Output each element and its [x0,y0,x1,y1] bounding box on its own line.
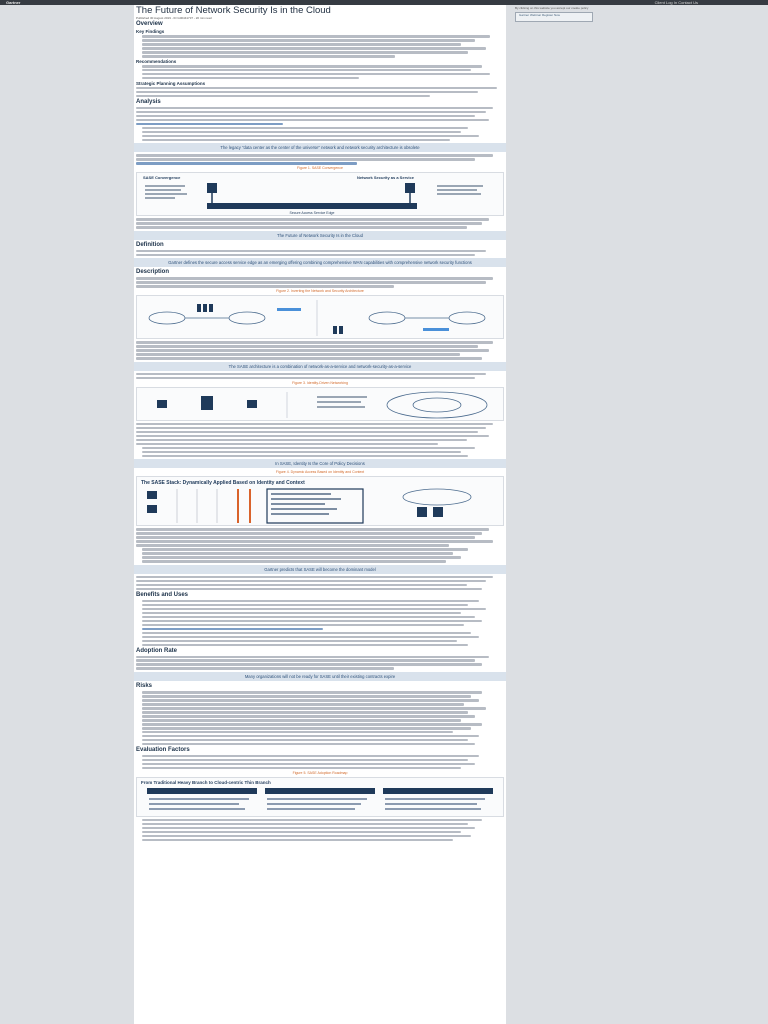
sase-stack-diagram [137,477,503,526]
bullet-list [142,819,504,842]
callout-box: The SASE architecture is a combination of network-as-a-service and network-security-as-a-service [134,362,506,371]
section-heading: Adoption Rate [136,647,177,654]
figure-sase-convergence [136,172,504,216]
paragraph [142,35,504,58]
f1-bottom-label: Secure Access Service Edge [289,211,335,216]
bullet-list [142,548,504,563]
figure-caption: Figure 2. Inverting the Network and Security Architecture [276,289,364,294]
section-heading: Key Findings [136,29,165,34]
document-meta: Published 30 August 2019 - ID G00441737 - 20 min read [136,16,212,20]
bullet-list [142,127,504,142]
paragraph [136,154,504,165]
callout-box: The legacy "data center as the center of the universe" network and network security architecture is obsolete [134,143,506,152]
paragraph [136,656,504,671]
section-heading: Definition [136,241,164,248]
f1-mid-label: Network Security as a Service [357,175,414,181]
sase-convergence-diagram [137,173,503,216]
paragraph [136,341,504,360]
paragraph [136,250,504,257]
bullet-list [142,755,504,770]
section-heading: Recommendations [136,58,177,64]
client-login-link[interactable]: Client Log In Contact Us [654,0,698,5]
paragraph [142,65,504,80]
section-heading: Overview [136,21,163,27]
callout-box: Gartner predicts that SASE will become the dominant model [134,565,506,574]
identity-networking-diagram [137,388,503,421]
sidebar-promo-text: Gartner Webinar Register Now [519,13,560,17]
paragraph [136,528,504,547]
document-page [134,5,506,1024]
figure-caption: Figure 4. Dynamic Access Based on Identity and Context [275,470,365,475]
section-heading: Benefits and Uses [136,591,189,598]
paragraph [136,87,504,98]
network-architecture-diagram [137,296,503,339]
document-title: The Future of Network Security Is in the Cloud [136,5,331,16]
bullet-list [142,691,504,745]
section-heading: Description [136,269,170,276]
figure-caption: Figure 5. SASE Adoption Roadmap [292,770,348,775]
figure-network-architecture [136,295,504,339]
callout-box: The Future of Network Security Is in the Cloud [134,231,506,240]
f4-title: The SASE Stack: Dynamically Applied Based on Identity and Context [141,480,305,487]
callout-box: Many organizations will not be ready for SASE until their existing contracts expire [134,672,506,681]
sidebar-notice: By clicking on this website you accept our cookie policy [515,6,589,10]
section-heading: Risks [136,683,153,690]
figure-identity-networking [136,387,504,421]
sidebar [515,6,685,24]
figure-adoption-roadmap [136,777,504,817]
paragraph [136,218,504,229]
paragraph [136,277,504,288]
section-heading: Strategic Planning Assumptions [136,80,206,86]
paragraph [136,373,504,380]
brand-logo[interactable]: Gartner [6,0,21,5]
figure-caption: Figure 1. SASE Convergence [297,166,343,171]
f5-title: From Traditional Heavy Branch to Cloud-centric Thin Branch [141,779,271,785]
section-heading: Analysis [136,98,161,105]
adoption-roadmap-diagram [137,778,503,817]
callout-box: In SASE, Identity Is the Core of Policy Decisions [134,459,506,468]
paragraph [136,423,504,446]
figure-sase-stack [136,476,504,526]
f1-left-label: SASE Convergence [143,175,181,181]
section-heading: Evaluation Factors [136,746,190,753]
bullet-list [142,447,504,458]
sidebar-promo-box[interactable] [515,12,593,22]
figure-caption: Figure 3. Identity-Driven Networking [292,380,348,385]
paragraph [136,107,504,126]
paragraph [136,576,504,591]
bullet-list [142,600,504,646]
callout-box: Gartner defines the secure access service edge as an emerging offering combining comprehensive WAN capabilities with comprehensive network security functions [134,258,506,267]
